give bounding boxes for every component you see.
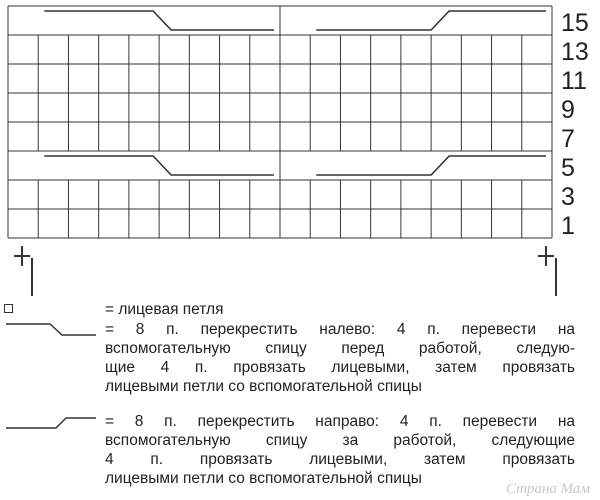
legend-knit-line: = лицевая петля (105, 301, 224, 318)
legend-cross-right-line: 4 п. провязать лицевыми, затем провязать (105, 451, 575, 468)
row-number-label: 3 (561, 183, 575, 211)
row-number-label: 9 (561, 96, 575, 124)
legend-cross-left-text (105, 320, 575, 396)
cable-cross-left-mark (44, 156, 274, 175)
row-number-label: 7 (561, 125, 575, 153)
row-number-label: 13 (561, 38, 589, 66)
legend-cross-left-line: = 8 п. перекрестить налево: 4 п. перевести на (105, 321, 575, 338)
legend-cross-right-text (105, 412, 575, 488)
legend-knit-text (105, 300, 575, 319)
cable-cross-right-mark (316, 156, 546, 175)
row-number-label: 11 (561, 67, 587, 95)
repeat-markers (14, 246, 556, 296)
legend-cross-right-line: вспомогательную спицу за работой, следующие (105, 432, 575, 449)
row-number-label: 1 (561, 212, 575, 240)
row-number-label: 15 (561, 9, 589, 37)
watermark-logo: Страна Мам (505, 481, 590, 497)
legend-cross-left-line: вспомогательную спицу перед работой, следую- (105, 340, 575, 357)
row-number-label: 5 (561, 154, 575, 182)
cable-cross-right-icon (0, 412, 100, 434)
row-numbers (561, 9, 589, 240)
legend-cross-left-line: лицевыми петли со вспомогательной спицы (105, 378, 422, 395)
legend-cross-right-line: лицевыми петли со вспомогательной спицы (105, 470, 422, 487)
cable-cross-left-mark (44, 11, 274, 30)
chart-grid (8, 6, 552, 238)
legend-cross-left-line: щие 4 п. провязать лицевыми, затем провязать (105, 359, 575, 376)
cable-cross-left-icon (0, 320, 100, 342)
legend-cross-right-line: = 8 п. перекрестить направо: 4 п. перевести на (105, 413, 575, 430)
cable-cross-right-mark (316, 11, 546, 30)
